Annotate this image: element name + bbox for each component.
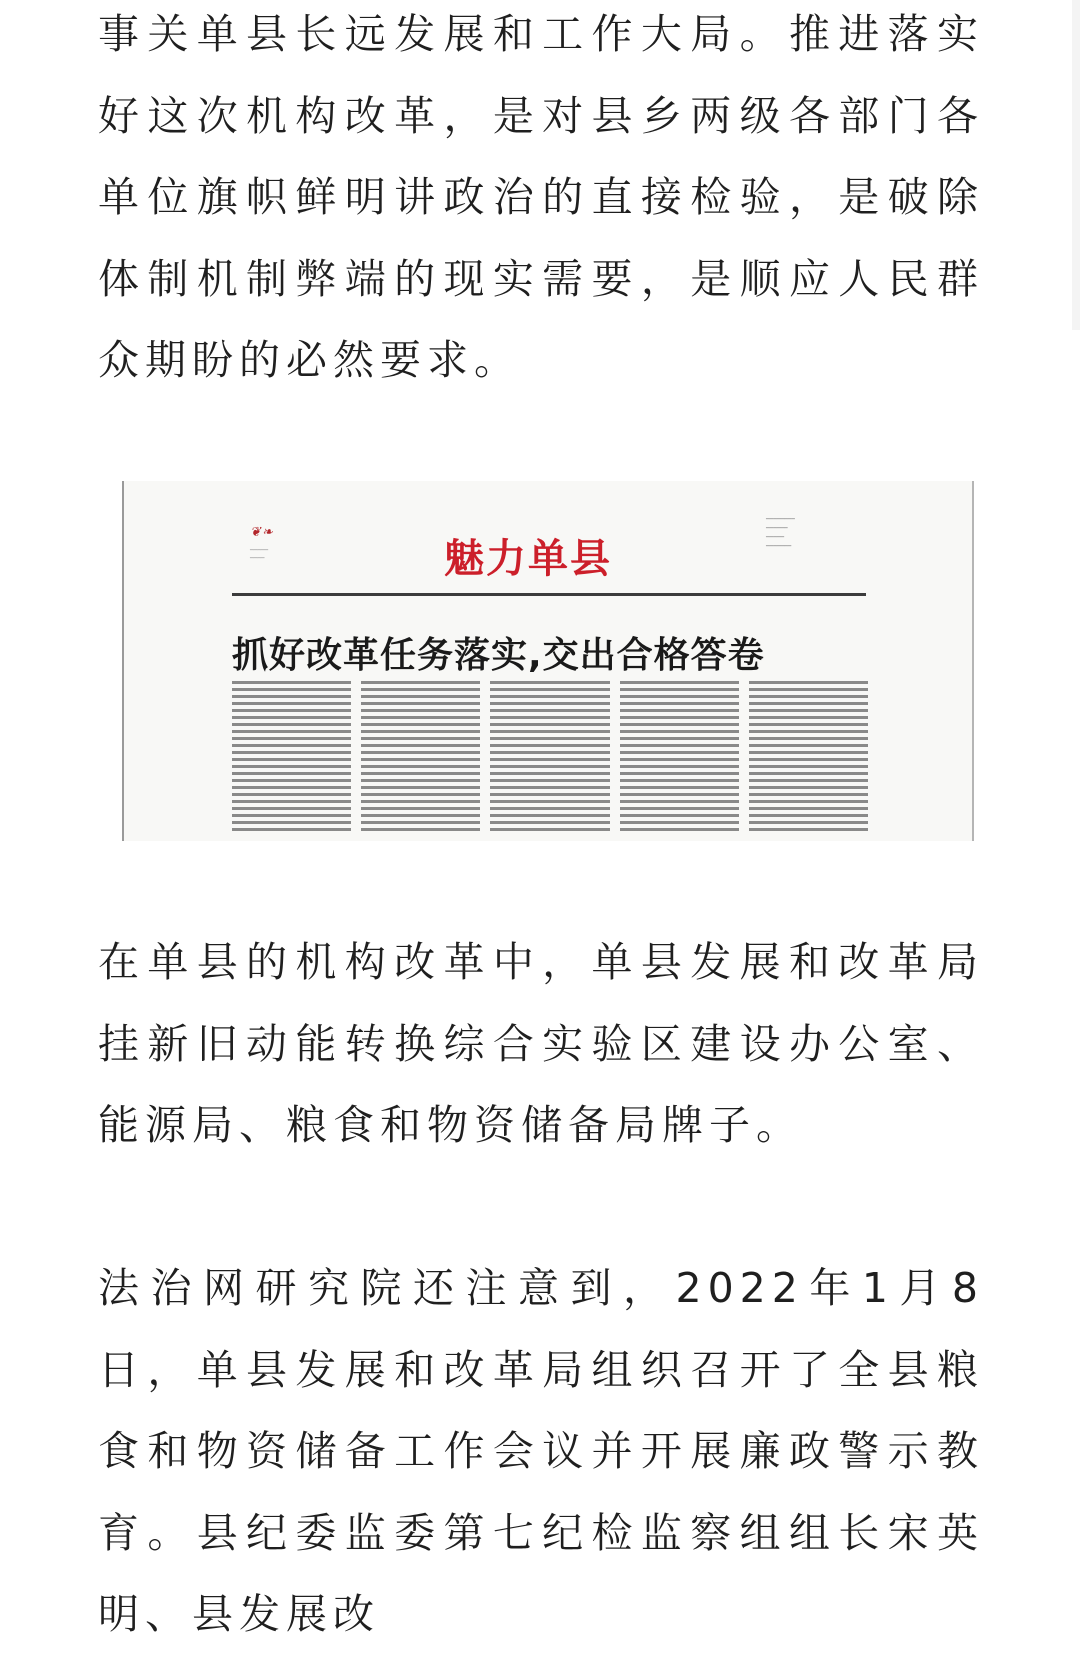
masthead-right-info: ──────── ────── ───── ─────── [766, 516, 795, 550]
article-paragraph: 法治网研究院还注意到，2022年1月8日，单县发展和改革局组织召开了全县粮食和物资储备工作会议并开展廉政警示教育。县纪委监委第七纪检监察组组长宋英明、县发展改 [98, 1264, 984, 1638]
article-paragraph: 在单县的机构改革中，单县发展和改革局挂新旧动能转换综合实验区建设办公室、能源局、粮食和物资储备局牌子。 [98, 938, 984, 1149]
newspaper-clipping-image[interactable] [122, 481, 974, 841]
masthead-meta-text: ───── ──── [250, 547, 269, 562]
masthead-rule [232, 593, 866, 596]
text-column [620, 681, 739, 831]
clipping-headline: 抓好改革任务落实,交出合格答卷 [232, 635, 765, 676]
masthead-title: 魅力单县 [444, 535, 612, 582]
scrollbar[interactable] [1072, 0, 1080, 330]
newspaper-logo: ❦❧ [250, 525, 274, 540]
text-column [361, 681, 480, 831]
text-column [490, 681, 609, 831]
clipping-body-columns [232, 681, 868, 831]
article-paragraph: 事关单县长远发展和工作大局。推进落实好这次机构改革，是对县乡两级各部门各单位旗帜鲜明讲政治的直接检验，是破除体制机制弊端的现实需要，是顺应人民群众期盼的必然要求。 [98, 10, 984, 384]
text-column [232, 681, 351, 831]
text-column [749, 681, 868, 831]
